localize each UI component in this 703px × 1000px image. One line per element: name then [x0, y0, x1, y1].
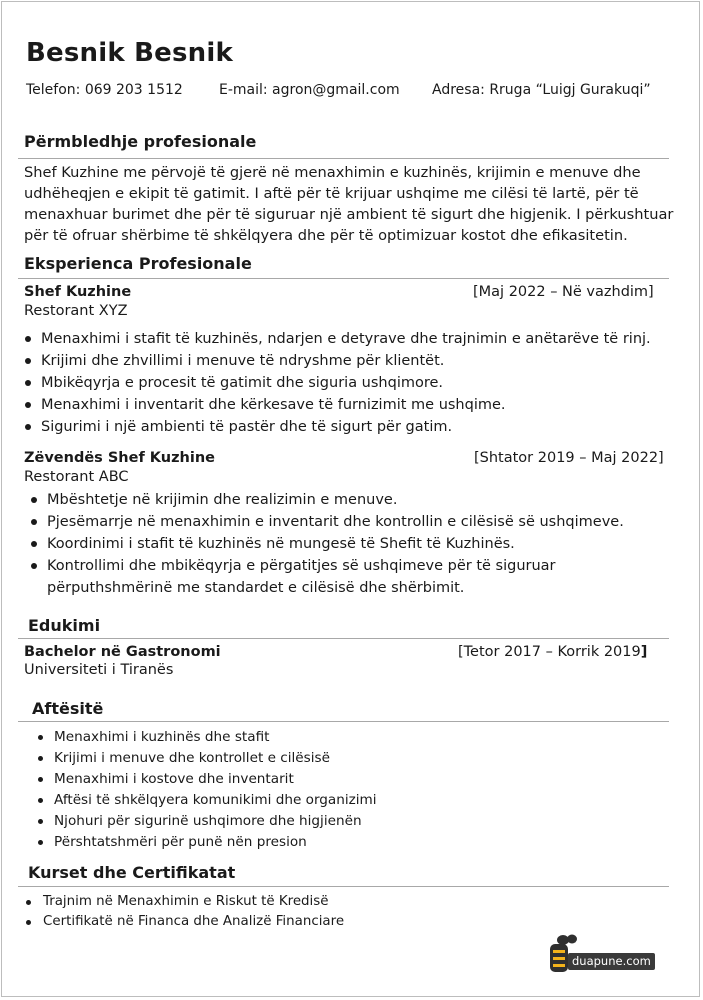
address-text: Adresa: Rruga “Luigj Gurakuqi” [432, 82, 651, 98]
list-item: Mbikëqyrja e procesit të gatimit dhe siguria ushqimore. [24, 372, 651, 394]
education-dates-bracket: ] [640, 644, 648, 660]
job-dates: [Maj 2022 – Në vazhdim] [473, 284, 654, 300]
courses-list [24, 892, 344, 932]
school-name: Universiteti i Tiranës [24, 662, 174, 678]
degree-title: Bachelor në Gastronomi [24, 644, 221, 660]
summary-line: Shef Kuzhine me përvojë të gjerë në menaxhimin e kuzhinës, krijimin e menuve dhe [24, 164, 641, 181]
list-item: Pjesëmarrje në menaxhimin e inventarit dhe kontrollin e cilësisë së ushqimeve. [30, 511, 624, 533]
list-item: Krijimi i menuve dhe kontrollet e cilësisë [38, 748, 377, 769]
education-dates-text: [Tetor 2017 – Korrik 2019 [458, 644, 641, 660]
job-title: Zëvendës Shef Kuzhine [24, 450, 215, 466]
summary-line: për të ofruar shërbime të shkëlqyera dhe për të optimizuar kostot dhe efikasitetin. [24, 227, 628, 244]
list-item: Menaxhimi i kuzhinës dhe stafit [38, 727, 377, 748]
skills-list [38, 727, 377, 853]
list-item: Certifikatë në Financa dhe Analizë Financiare [24, 912, 344, 932]
list-item: Menaxhimi i kostove dhe inventarit [38, 769, 377, 790]
job-company: Restorant ABC [24, 469, 129, 485]
education-rule [18, 638, 669, 639]
skills-rule [18, 721, 669, 722]
summary-paragraph [24, 162, 674, 246]
list-item: Kontrollimi dhe mbikëqyrja e përgatitjes së ushqimeve për të siguruar [30, 555, 624, 577]
summary-title: Përmbledhje profesionale [24, 132, 257, 151]
list-item-continuation [30, 577, 624, 599]
list-item: Trajnim në Menaxhimin e Riskut të Kredisë [24, 892, 344, 912]
job-title: Shef Kuzhine [24, 284, 132, 300]
list-item: Njohuri për sigurinë ushqimore dhe higjienën [38, 811, 377, 832]
email-text: E-mail: agron@gmail.com [219, 82, 400, 98]
list-item: Menaxhimi i inventarit dhe kërkesave të furnizimit me ushqime. [24, 394, 651, 416]
list-item: Koordinimi i stafit të kuzhinës në mungesë të Shefit të Kuzhinës. [30, 533, 624, 555]
courses-title: Kurset dhe Certifikatat [28, 863, 236, 882]
summary-line: udhëheqjen e ekipit të gatimit. I aftë për të krijuar ushqime me cilësi të lartë, për të [24, 185, 639, 202]
list-item: Menaxhimi i stafit të kuzhinës, ndarjen e detyrave dhe trajnimin e anëtarëve të rinj. [24, 328, 651, 350]
job-company: Restorant XYZ [24, 303, 128, 319]
job-dates: [Shtator 2019 – Maj 2022] [474, 450, 664, 466]
skills-title: Aftësitë [32, 699, 104, 718]
list-item: Aftësi të shkëlqyera komunikimi dhe organizimi [38, 790, 377, 811]
experience-title: Eksperienca Profesionale [24, 254, 252, 273]
duapune-logo-text: duapune.com [568, 953, 655, 970]
list-item: Mbështetje në krijimin dhe realizimin e menuve. [30, 489, 624, 511]
list-item: Krijimi dhe zhvillimi i menuve të ndryshme për klientët. [24, 350, 651, 372]
list-item: Sigurimi i një ambienti të pastër dhe të sigurt për gatim. [24, 416, 651, 438]
experience-rule [18, 278, 669, 279]
job-bullets [30, 489, 624, 599]
education-title: Edukimi [28, 616, 101, 635]
courses-rule [18, 886, 669, 887]
list-item: Përshtatshmëri për punë nën presion [38, 832, 377, 853]
summary-rule [18, 158, 669, 159]
continuation-text: përputhshmërinë me standardet e cilësisë dhe shërbimit. [47, 580, 465, 596]
summary-line: menaxhuar burimet dhe për të siguruar një ambient të sigurt dhe higjenik. I përkushtuar [24, 206, 674, 223]
candidate-name: Besnik Besnik [26, 38, 233, 68]
phone-text: Telefon: 069 203 1512 [26, 82, 183, 98]
job-bullets [24, 328, 651, 438]
education-dates [458, 644, 647, 660]
